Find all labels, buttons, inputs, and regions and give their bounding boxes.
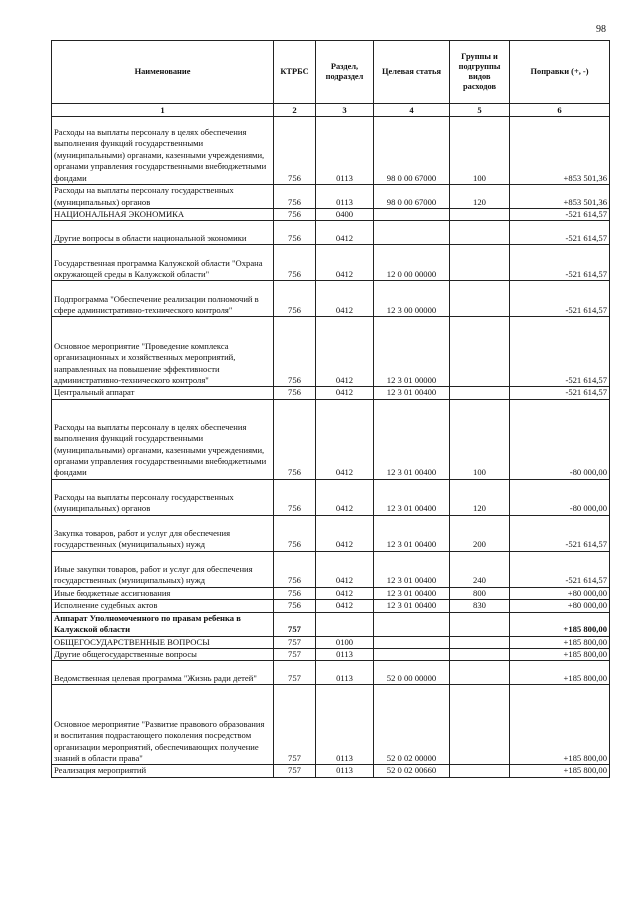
header-amendments: Поправки (+, -) bbox=[510, 41, 610, 104]
table-row bbox=[52, 600, 610, 612]
cell-target: 98 0 00 67000 bbox=[374, 117, 450, 185]
cell-ktrbs: 756 bbox=[274, 209, 316, 221]
cell-amendment: +185 800,00 bbox=[510, 765, 610, 777]
cell-amendment: +185 800,00 bbox=[510, 649, 610, 661]
cell-group: 200 bbox=[450, 515, 510, 551]
cell-section: 0412 bbox=[316, 245, 374, 281]
cell-group bbox=[450, 649, 510, 661]
cell-section: 0412 bbox=[316, 221, 374, 245]
cell-group: 100 bbox=[450, 399, 510, 479]
cell-ktrbs: 757 bbox=[274, 649, 316, 661]
col-number: 6 bbox=[510, 104, 610, 117]
cell-section bbox=[316, 612, 374, 636]
cell-target bbox=[374, 221, 450, 245]
cell-ktrbs: 756 bbox=[274, 387, 316, 399]
cell-target: 12 0 00 00000 bbox=[374, 245, 450, 281]
cell-name: Иные бюджетные ассигнования bbox=[52, 587, 274, 599]
cell-name: Расходы на выплаты персоналу в целях обеспечения выполнения функций государственными (муниципальными) органами, казенными учреждениями, органами управления государственными внебюджетными фондами bbox=[52, 399, 274, 479]
table-row bbox=[52, 515, 610, 551]
cell-section: 0412 bbox=[316, 399, 374, 479]
cell-target: 52 0 02 00660 bbox=[374, 765, 450, 777]
cell-section: 0412 bbox=[316, 387, 374, 399]
header-section: Раздел, подраздел bbox=[316, 41, 374, 104]
table-row bbox=[52, 685, 610, 765]
cell-name: Государственная программа Калужской области "Охрана окружающей среды в Калужской области" bbox=[52, 245, 274, 281]
cell-name: Расходы на выплаты персоналу государственных (муниципальных) органов bbox=[52, 185, 274, 209]
cell-name: Расходы на выплаты персоналу в целях обеспечения выполнения функций государственными (муниципальными) органами, казенными учреждениями, органами управления государственными внебюджетными фондами bbox=[52, 117, 274, 185]
cell-name: НАЦИОНАЛЬНАЯ ЭКОНОМИКА bbox=[52, 209, 274, 221]
col-number: 2 bbox=[274, 104, 316, 117]
table-row bbox=[52, 399, 610, 479]
table-row bbox=[52, 551, 610, 587]
cell-target: 12 3 01 00400 bbox=[374, 515, 450, 551]
cell-ktrbs: 756 bbox=[274, 515, 316, 551]
cell-group: 240 bbox=[450, 551, 510, 587]
cell-group bbox=[450, 661, 510, 685]
table-row bbox=[52, 636, 610, 648]
table-row bbox=[52, 387, 610, 399]
cell-name: Подпрограмма "Обеспечение реализации полномочий в сфере административно-технического контроля" bbox=[52, 281, 274, 317]
cell-amendment: +80 000,00 bbox=[510, 600, 610, 612]
cell-name: Центральный аппарат bbox=[52, 387, 274, 399]
cell-section: 0412 bbox=[316, 479, 374, 515]
cell-group bbox=[450, 685, 510, 765]
header-ktrbs: КТРБС bbox=[274, 41, 316, 104]
cell-amendment: +185 800,00 bbox=[510, 636, 610, 648]
col-number: 5 bbox=[450, 104, 510, 117]
cell-ktrbs: 757 bbox=[274, 765, 316, 777]
cell-group: 830 bbox=[450, 600, 510, 612]
cell-amendment: +185 800,00 bbox=[510, 661, 610, 685]
cell-name: Аппарат Уполномоченного по правам ребенка в Калужской области bbox=[52, 612, 274, 636]
cell-target: 12 3 01 00400 bbox=[374, 387, 450, 399]
cell-group bbox=[450, 245, 510, 281]
col-number: 1 bbox=[52, 104, 274, 117]
cell-ktrbs: 757 bbox=[274, 661, 316, 685]
header-target: Целевая статья bbox=[374, 41, 450, 104]
cell-ktrbs: 756 bbox=[274, 185, 316, 209]
cell-section: 0412 bbox=[316, 317, 374, 387]
header-name: Наименование bbox=[52, 41, 274, 104]
cell-group bbox=[450, 317, 510, 387]
cell-section: 0113 bbox=[316, 185, 374, 209]
table-row bbox=[52, 649, 610, 661]
cell-ktrbs: 757 bbox=[274, 685, 316, 765]
table-row bbox=[52, 612, 610, 636]
column-number-row bbox=[52, 104, 610, 117]
cell-amendment: -521 614,57 bbox=[510, 245, 610, 281]
cell-ktrbs: 756 bbox=[274, 117, 316, 185]
cell-ktrbs: 757 bbox=[274, 612, 316, 636]
cell-amendment: -521 614,57 bbox=[510, 317, 610, 387]
cell-ktrbs: 756 bbox=[274, 245, 316, 281]
cell-amendment: +185 800,00 bbox=[510, 685, 610, 765]
cell-amendment: -521 614,57 bbox=[510, 209, 610, 221]
cell-name: ОБЩЕГОСУДАРСТВЕННЫЕ ВОПРОСЫ bbox=[52, 636, 274, 648]
cell-name: Расходы на выплаты персоналу государственных (муниципальных) органов bbox=[52, 479, 274, 515]
cell-name: Исполнение судебных актов bbox=[52, 600, 274, 612]
cell-ktrbs: 756 bbox=[274, 479, 316, 515]
cell-section: 0100 bbox=[316, 636, 374, 648]
cell-target bbox=[374, 636, 450, 648]
header-groups: Группы и подгруппы видов расходов bbox=[450, 41, 510, 104]
cell-name: Закупка товаров, работ и услуг для обеспечения государственных (муниципальных) нужд bbox=[52, 515, 274, 551]
table-row bbox=[52, 317, 610, 387]
budget-amendments-table bbox=[51, 40, 610, 778]
cell-target: 12 3 01 00400 bbox=[374, 479, 450, 515]
cell-section: 0412 bbox=[316, 551, 374, 587]
cell-amendment: -521 614,57 bbox=[510, 387, 610, 399]
cell-group bbox=[450, 281, 510, 317]
cell-group: 120 bbox=[450, 479, 510, 515]
cell-target: 12 3 01 00400 bbox=[374, 587, 450, 599]
table-row bbox=[52, 117, 610, 185]
cell-section: 0400 bbox=[316, 209, 374, 221]
cell-ktrbs: 756 bbox=[274, 317, 316, 387]
cell-ktrbs: 756 bbox=[274, 600, 316, 612]
cell-target: 52 0 00 00000 bbox=[374, 661, 450, 685]
cell-amendment: +80 000,00 bbox=[510, 587, 610, 599]
cell-target: 12 3 01 00400 bbox=[374, 551, 450, 587]
col-number: 4 bbox=[374, 104, 450, 117]
cell-group bbox=[450, 209, 510, 221]
cell-ktrbs: 756 bbox=[274, 399, 316, 479]
cell-section: 0412 bbox=[316, 600, 374, 612]
cell-section: 0113 bbox=[316, 765, 374, 777]
cell-target: 12 3 01 00000 bbox=[374, 317, 450, 387]
cell-group bbox=[450, 387, 510, 399]
cell-name: Реализация мероприятий bbox=[52, 765, 274, 777]
cell-amendment: -80 000,00 bbox=[510, 399, 610, 479]
cell-target: 12 3 01 00400 bbox=[374, 600, 450, 612]
cell-target: 52 0 02 00000 bbox=[374, 685, 450, 765]
page-number: 98 bbox=[596, 24, 606, 35]
table-row bbox=[52, 209, 610, 221]
table-row bbox=[52, 587, 610, 599]
cell-group bbox=[450, 221, 510, 245]
cell-ktrbs: 756 bbox=[274, 281, 316, 317]
cell-name: Другие вопросы в области национальной экономики bbox=[52, 221, 274, 245]
table-row bbox=[52, 245, 610, 281]
cell-name: Основное мероприятие "Проведение комплекса организационных и хозяйственных мероприятий, направленных на повышение эффективности административно-технического контроля" bbox=[52, 317, 274, 387]
cell-amendment: -521 614,57 bbox=[510, 515, 610, 551]
cell-amendment: -80 000,00 bbox=[510, 479, 610, 515]
cell-amendment: -521 614,57 bbox=[510, 281, 610, 317]
cell-name: Основное мероприятие "Развитие правового образования и воспитания подрастающего поколения посредством организации мероприятий, обеспечивающих получение знаний в области права" bbox=[52, 685, 274, 765]
cell-target bbox=[374, 612, 450, 636]
cell-ktrbs: 756 bbox=[274, 587, 316, 599]
cell-target: 98 0 00 67000 bbox=[374, 185, 450, 209]
table-row bbox=[52, 765, 610, 777]
cell-target: 12 3 01 00400 bbox=[374, 399, 450, 479]
cell-section: 0113 bbox=[316, 661, 374, 685]
table-row bbox=[52, 281, 610, 317]
cell-section: 0113 bbox=[316, 685, 374, 765]
cell-section: 0113 bbox=[316, 117, 374, 185]
cell-ktrbs: 756 bbox=[274, 551, 316, 587]
table-row bbox=[52, 479, 610, 515]
cell-section: 0412 bbox=[316, 515, 374, 551]
cell-amendment: -521 614,57 bbox=[510, 221, 610, 245]
cell-group: 100 bbox=[450, 117, 510, 185]
cell-ktrbs: 756 bbox=[274, 221, 316, 245]
cell-amendment: +185 800,00 bbox=[510, 612, 610, 636]
cell-amendment: +853 501,36 bbox=[510, 185, 610, 209]
cell-group bbox=[450, 612, 510, 636]
cell-section: 0412 bbox=[316, 587, 374, 599]
cell-group: 800 bbox=[450, 587, 510, 599]
table-row bbox=[52, 661, 610, 685]
table-row bbox=[52, 185, 610, 209]
cell-name: Ведомственная целевая программа "Жизнь ради детей" bbox=[52, 661, 274, 685]
cell-group bbox=[450, 765, 510, 777]
cell-section: 0412 bbox=[316, 281, 374, 317]
table-header-row bbox=[52, 41, 610, 104]
table-row bbox=[52, 221, 610, 245]
cell-amendment: -521 614,57 bbox=[510, 551, 610, 587]
col-number: 3 bbox=[316, 104, 374, 117]
cell-name: Иные закупки товаров, работ и услуг для обеспечения государственных (муниципальных) нужд bbox=[52, 551, 274, 587]
cell-group: 120 bbox=[450, 185, 510, 209]
cell-name: Другие общегосударственные вопросы bbox=[52, 649, 274, 661]
cell-group bbox=[450, 636, 510, 648]
cell-ktrbs: 757 bbox=[274, 636, 316, 648]
cell-target: 12 3 00 00000 bbox=[374, 281, 450, 317]
cell-amendment: +853 501,36 bbox=[510, 117, 610, 185]
cell-target bbox=[374, 209, 450, 221]
cell-section: 0113 bbox=[316, 649, 374, 661]
cell-target bbox=[374, 649, 450, 661]
